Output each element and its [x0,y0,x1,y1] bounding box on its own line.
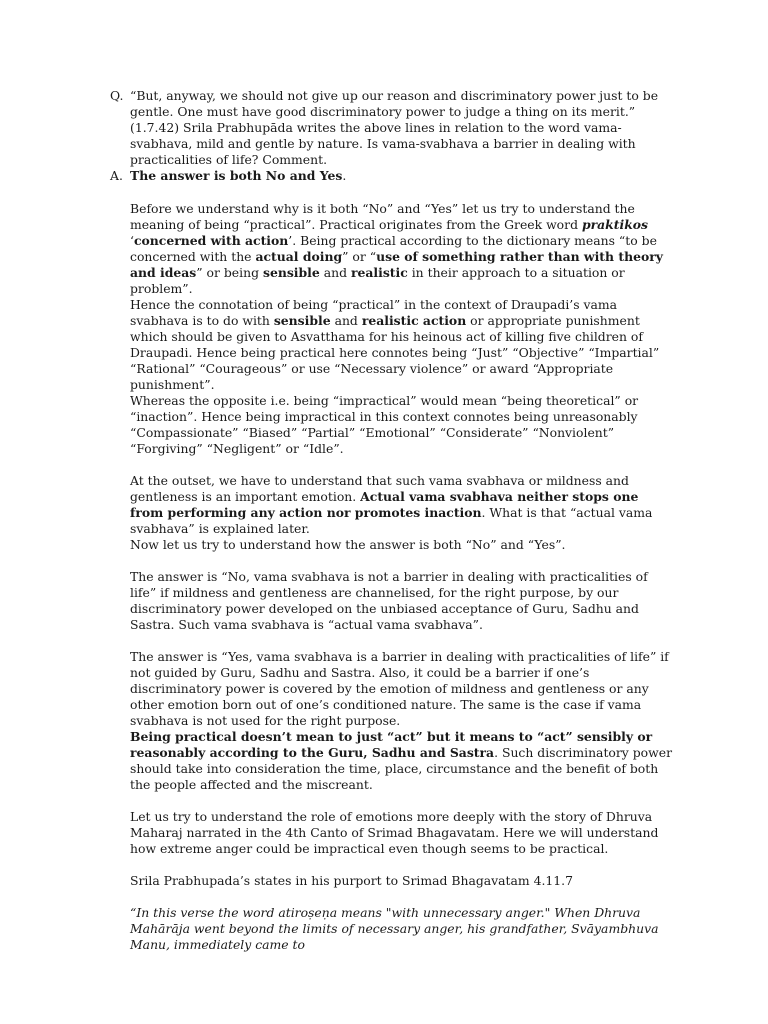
paragraph-transition: Now let us try to understand how the answer is both “No” and “Yes”. [130,537,566,552]
paragraph-purport-intro: Srila Prabhupada’s states in his purport to Srimad Bhagavatam 4.11.7 [130,873,574,888]
paragraph-being-practical: Being practical doesn’t mean to just “act” but it means to “act” sensibly or reasonably according to the Guru, Sadhu and Sastra. Such discriminatory power should take into consideration the time, place, circumstance and the benefit of both the people affected and the miscreant. [130,729,672,792]
paragraph-practical-meaning: Before we understand why is it both “No” and “Yes” let us try to understand the meaning of being “practical”. Practical originates from the Greek word praktikos ‘concerned with action’. Being practical according to the dictionary means “to be concerned with the actual doing” or “use of something rather than with theory and ideas” or being sensible and realistic in their approach to a situation or problem”. [130,201,663,296]
answer-label: A. [110,168,123,183]
paragraph-answer-no: The answer is “No, vama svabhava is not a barrier in dealing with practicalities of life” if mildness and gentleness are channelised, for the right purpose, by our discriminatory power developed on the unbiased acceptance of Guru, Sadhu and Sastra. Such vama svabhava is “actual vama svabhava”. [130,569,648,632]
paragraph-impractical: Whereas the opposite i.e. being “impractical” would mean “being theoretical” or “inaction”. Hence being impractical in this context connotes being unreasonably “Compassionate” “Biased” “Partial” “Emotional” “Considerate” “Nonviolent” “Forgiving” “Negligent” or “Idle”. [130,393,639,456]
answer-heading-end: . [342,168,347,183]
question-text: “But, anyway, we should not give up our reason and discriminatory power just to be gentle. One must have good discriminatory power to judge a thing on its merit.” (1.7.42) Srila Prabhupāda writes the above lines in relation to the word vama-svabhava, mild and gentle by nature. Is vama-svabhava a barrier in dealing with practicalities of life? Comment. [130,88,659,167]
paragraph-dhruva: Let us try to understand the role of emotions more deeply with the story of Dhruva Maharaj narrated in the 4th Canto of Srimad Bhagavatam. Here we will understand how extreme anger could be impractical even though seems to be practical. [130,809,659,856]
paragraph-answer-yes: The answer is “Yes, vama svabhava is a barrier in dealing with practicalities of life” if not guided by Guru, Sadhu and Sastra. Also, it could be a barrier if one’s discriminatory power is covered by the emotion of mildness and gentleness or any other emotion born out of one’s conditioned nature. The same is the case if vama svabhava is not used for the right purpose. [130,649,669,728]
answer-heading-text: The answer is both No and Yes [130,168,343,183]
paragraph-outset: At the outset, we have to understand that such vama svabhava or mildness and gentleness is an important emotion. Actual vama svabhava neither stops one from performing any action nor promotes inaction. What is that “actual vama svabhava” is explained later. [130,473,653,536]
question-label: Q. [110,88,124,103]
paragraph-connotation: Hence the connotation of being “practical” in the context of Draupadi’s vama svabhava is to do with sensible and realistic action or appropriate punishment which should be given to Asvatthama for his heinous act of killing five children of Draupadi. Hence being practical here connotes being “Just” “Objective” “Impartial” “Rational” “Courageous” or use “Necessary violence” or award “Appropriate punishment”. [130,297,660,392]
answer-heading [130,168,675,184]
paragraph-quote: “In this verse the word atiroṣeṇa means "with unnecessary anger." When Dhruva Mahārāja went beyond the limits of necessary anger, his grandfather, Svāyambhuva Manu, immediately came to [130,905,659,952]
